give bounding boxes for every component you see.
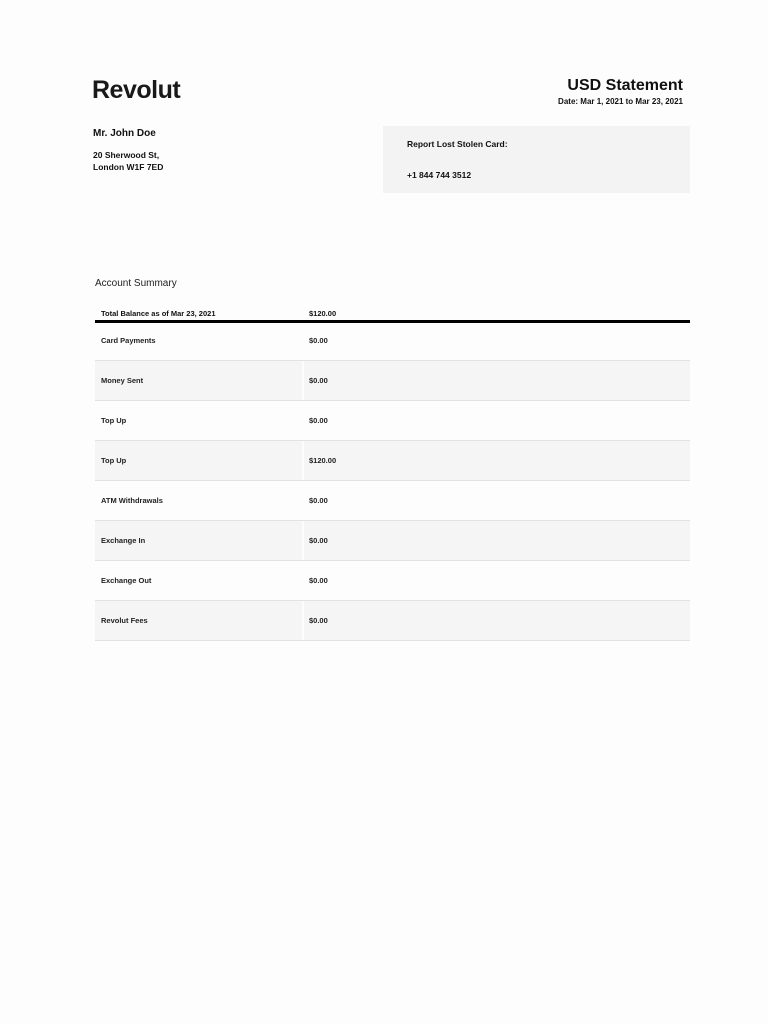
- summary-table: [95, 321, 690, 641]
- row-label: Revolut Fees: [101, 616, 148, 625]
- table-row: [95, 441, 690, 481]
- total-balance-label: Total Balance as of Mar 23, 2021: [101, 309, 216, 318]
- revolut-logo: Revolut: [92, 76, 181, 104]
- table-row: [95, 321, 690, 361]
- customer-address-line1: 20 Sherwood St,: [93, 150, 160, 160]
- column-divider: [302, 601, 304, 640]
- row-value: $0.00: [309, 496, 328, 505]
- table-row: [95, 561, 690, 601]
- row-label: Money Sent: [101, 376, 144, 385]
- lost-card-box: [383, 126, 690, 193]
- table-row: [95, 521, 690, 561]
- total-balance-value: $120.00: [309, 309, 337, 318]
- row-value: $0.00: [309, 536, 328, 545]
- customer-address-line2: London W1F 7ED: [93, 162, 164, 172]
- row-label: Top Up: [101, 416, 127, 425]
- statement-title: USD Statement: [567, 77, 683, 94]
- row-label: Card Payments: [101, 336, 156, 345]
- row-label: Exchange Out: [101, 576, 152, 585]
- table-row: [95, 401, 690, 441]
- row-label: Top Up: [101, 456, 127, 465]
- account-summary-title: Account Summary: [95, 278, 177, 289]
- row-label: Exchange In: [101, 536, 146, 545]
- row-value: $0.00: [309, 416, 328, 425]
- row-value: $0.00: [309, 336, 328, 345]
- table-row: [95, 361, 690, 401]
- column-divider: [302, 361, 304, 400]
- customer-name: Mr. John Doe: [93, 128, 156, 139]
- row-value: $0.00: [309, 376, 328, 385]
- statement-date-range: Date: Mar 1, 2021 to Mar 23, 2021: [558, 97, 683, 106]
- column-divider: [302, 521, 304, 560]
- row-label: ATM Withdrawals: [101, 496, 163, 505]
- table-row: [95, 601, 690, 641]
- lost-card-phone: +1 844 744 3512: [407, 170, 472, 180]
- table-row: [95, 481, 690, 521]
- row-value: $0.00: [309, 616, 328, 625]
- row-value: $120.00: [309, 456, 337, 465]
- row-value: $0.00: [309, 576, 328, 585]
- lost-card-label: Report Lost Stolen Card:: [407, 139, 508, 149]
- column-divider: [302, 441, 304, 480]
